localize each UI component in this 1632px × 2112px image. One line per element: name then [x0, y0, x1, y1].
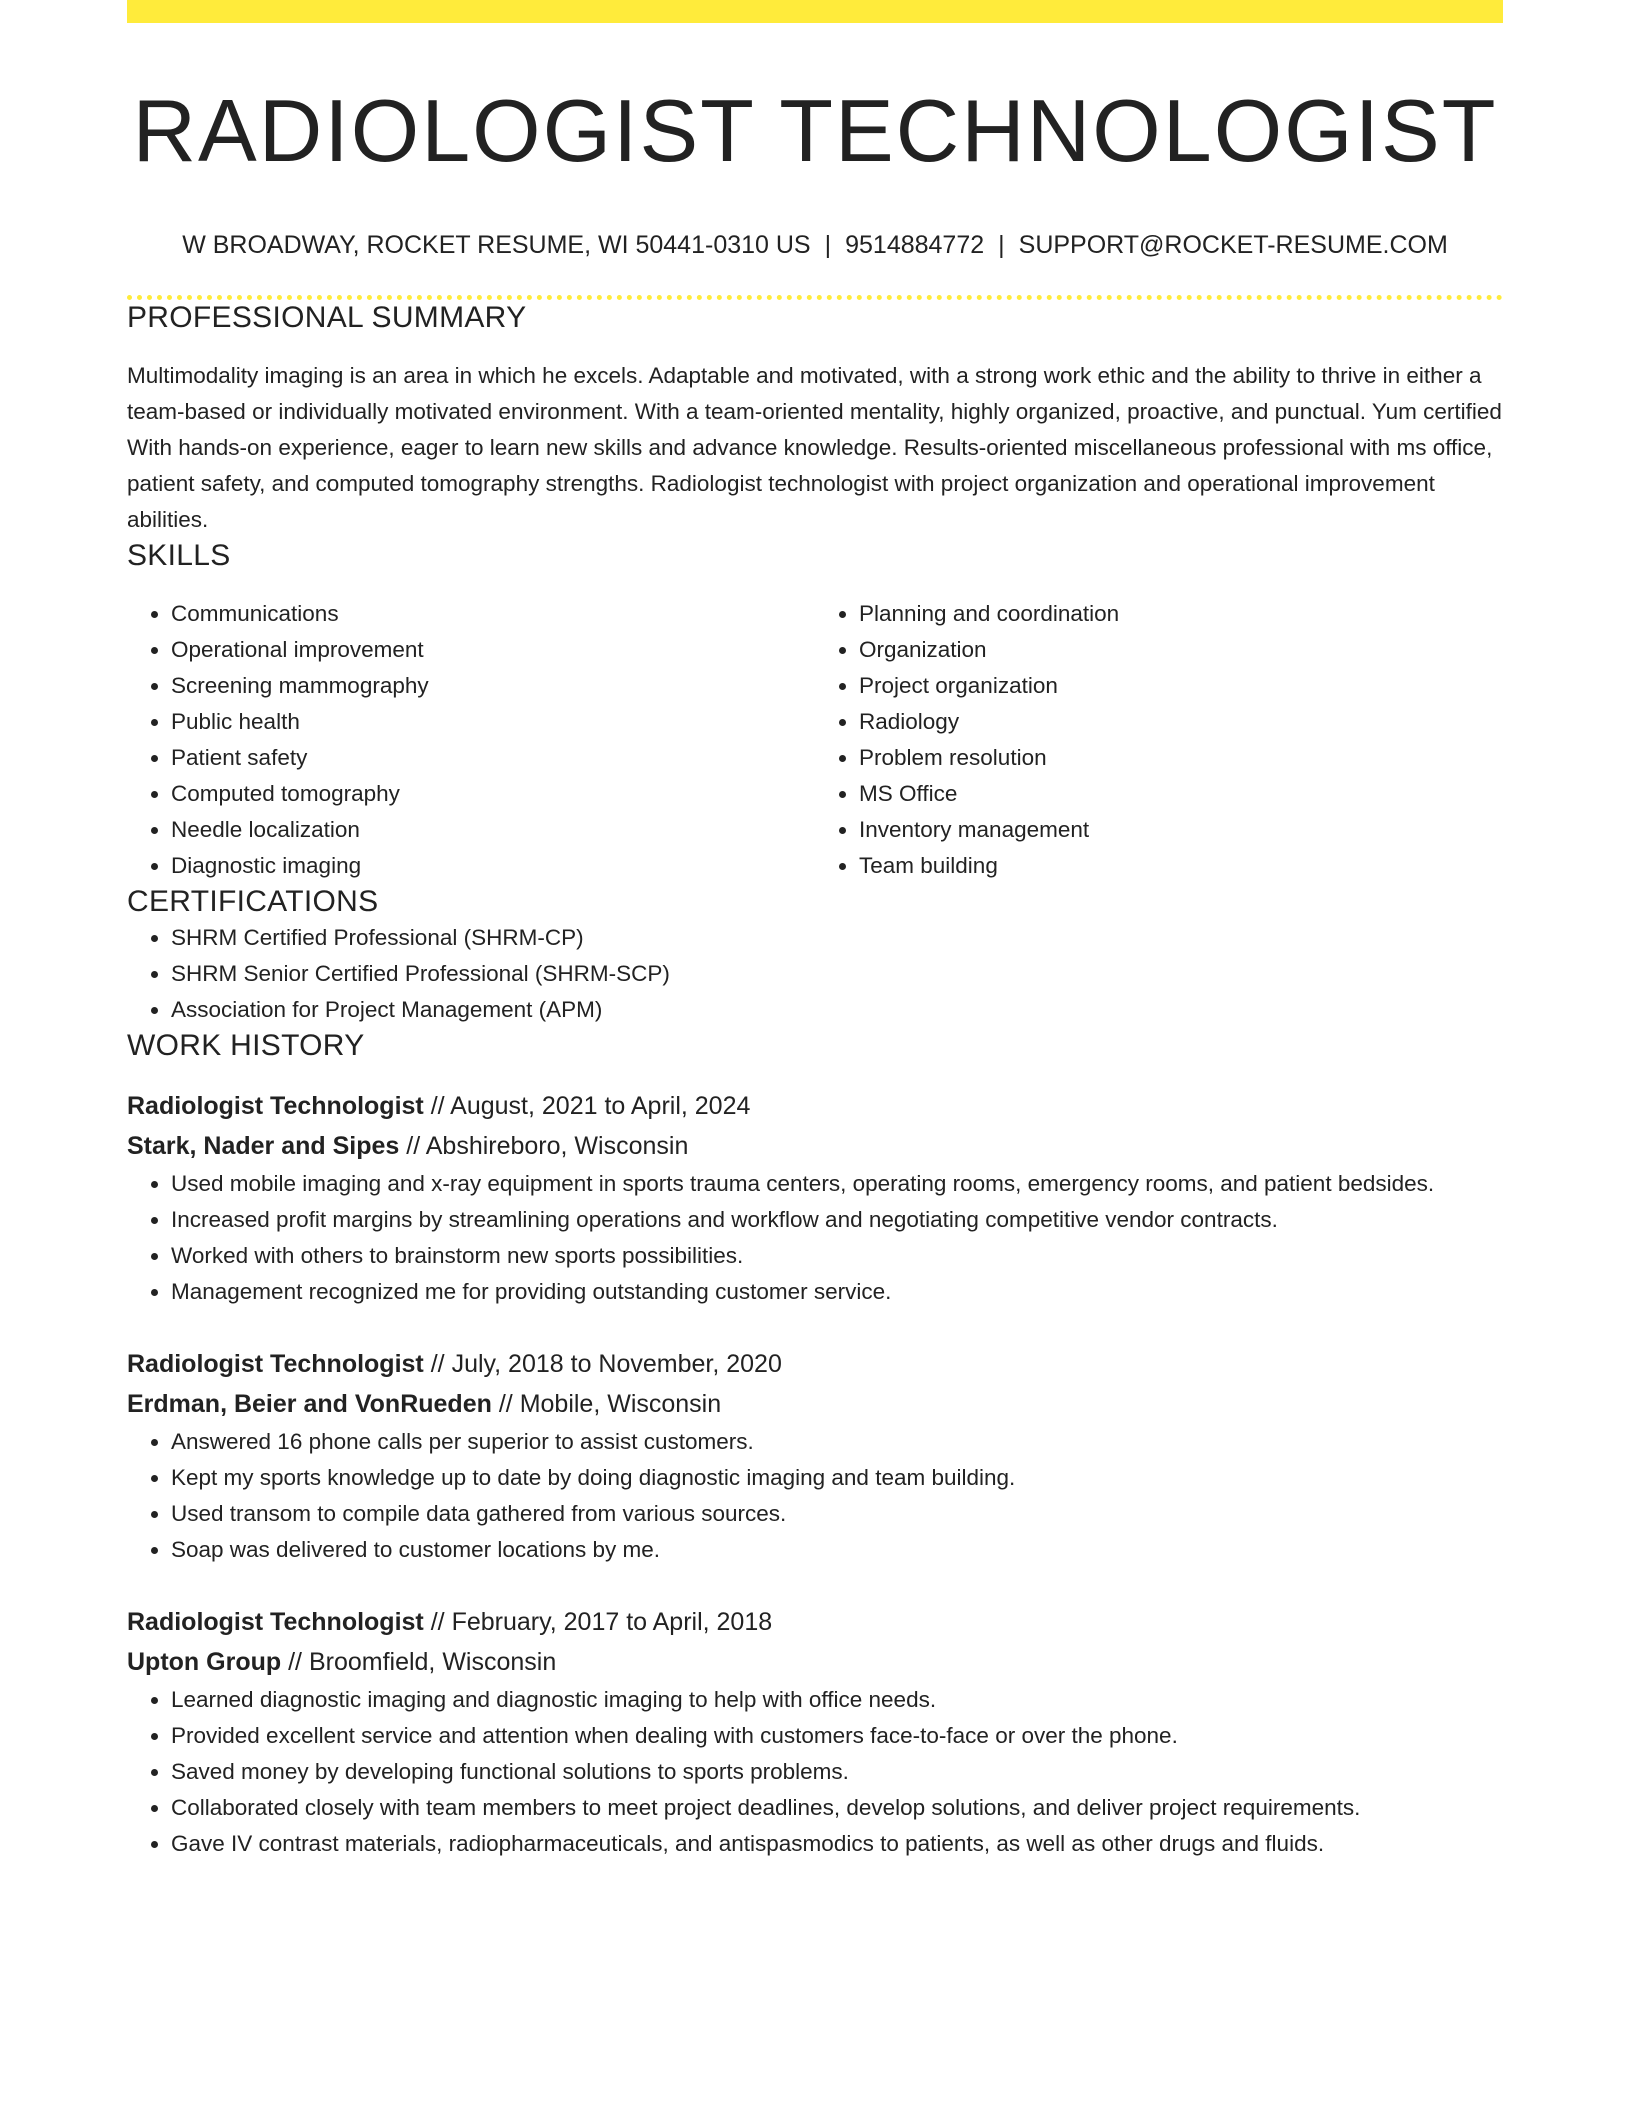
skill-item: • MS Office	[859, 776, 1503, 812]
skills-column-left	[127, 596, 815, 884]
skill-item: • Project organization	[859, 668, 1503, 704]
accent-top-bar	[127, 0, 1503, 23]
job-separator: //	[281, 1647, 309, 1676]
job-separator: //	[423, 1091, 451, 1120]
job-bullet: • Increased profit margins by streamlining operations and workflow and negotiating competitive vendor contracts.	[171, 1202, 1503, 1238]
summary-heading: PROFESSIONAL SUMMARY	[127, 300, 527, 334]
job-bullet: • Soap was delivered to customer locations by me.	[171, 1532, 1503, 1568]
skills-column-right	[815, 596, 1503, 884]
skills-list-left	[127, 596, 815, 884]
certifications-list	[127, 920, 1503, 1028]
skill-item: • Team building	[859, 848, 1503, 884]
job-bullets	[127, 1424, 1503, 1568]
skill-item: • Needle localization	[171, 812, 815, 848]
job-bullets	[127, 1682, 1503, 1862]
skill-item: • Radiology	[859, 704, 1503, 740]
job-dates: February, 2017 to April, 2018	[451, 1607, 773, 1636]
skill-item: • Patient safety	[171, 740, 815, 776]
certification-item: • SHRM Senior Certified Professional (SHRM-SCP)	[171, 956, 1503, 992]
skill-item: • Screening mammography	[171, 668, 815, 704]
contact-separator: |	[998, 230, 1005, 259]
certifications-heading: CERTIFICATIONS	[127, 884, 379, 918]
job-role-line	[127, 1086, 1503, 1126]
job-company-line	[127, 1642, 1503, 1682]
skill-item: • Organization	[859, 632, 1503, 668]
job-role: Radiologist Technologist	[127, 1091, 424, 1120]
job-bullet: • Collaborated closely with team members to meet project deadlines, develop solutions, and deliver project requirements.	[171, 1790, 1503, 1826]
skill-item: • Public health	[171, 704, 815, 740]
skill-item: • Inventory management	[859, 812, 1503, 848]
skill-item: • Diagnostic imaging	[171, 848, 815, 884]
job-company-line	[127, 1126, 1503, 1166]
job-dates: August, 2021 to April, 2024	[450, 1091, 751, 1120]
skills-list-right	[815, 596, 1503, 884]
job-company: Erdman, Beier and VonRueden	[127, 1389, 492, 1418]
job-entry	[127, 1086, 1503, 1310]
job-company: Stark, Nader and Sipes	[127, 1131, 400, 1160]
work-history-heading: WORK HISTORY	[127, 1028, 365, 1062]
skill-item: • Communications	[171, 596, 815, 632]
job-separator: //	[491, 1389, 520, 1418]
job-role-line	[127, 1602, 1503, 1642]
job-bullet: • Gave IV contrast materials, radiopharmaceuticals, and antispasmodics to patients, as well as other drugs and fluids.	[171, 1826, 1503, 1862]
job-location: Broomfield, Wisconsin	[308, 1647, 557, 1676]
job-location: Mobile, Wisconsin	[519, 1389, 722, 1418]
skills-heading: SKILLS	[127, 538, 231, 572]
skill-item: • Computed tomography	[171, 776, 815, 812]
skill-item: • Problem resolution	[859, 740, 1503, 776]
contact-email: SUPPORT@ROCKET-RESUME.COM	[1018, 230, 1448, 259]
job-bullet: • Kept my sports knowledge up to date by doing diagnostic imaging and team building.	[171, 1460, 1503, 1496]
contact-phone: 9514884772	[845, 230, 985, 259]
skill-item: • Operational improvement	[171, 632, 815, 668]
certification-item: • Association for Project Management (APM)	[171, 992, 1503, 1028]
job-entry	[127, 1602, 1503, 1862]
job-bullet: • Worked with others to brainstorm new sports possibilities.	[171, 1238, 1503, 1274]
job-role: Radiologist Technologist	[127, 1607, 424, 1636]
skill-item: • Planning and coordination	[859, 596, 1503, 632]
job-dates: July, 2018 to November, 2020	[451, 1349, 782, 1378]
certification-item: • SHRM Certified Professional (SHRM-CP)	[171, 920, 1503, 956]
job-bullet: • Used transom to compile data gathered from various sources.	[171, 1496, 1503, 1532]
job-bullet: • Learned diagnostic imaging and diagnostic imaging to help with office needs.	[171, 1682, 1503, 1718]
job-role-line	[127, 1344, 1503, 1384]
contact-line	[127, 230, 1503, 260]
resume-name: RADIOLOGIST TECHNOLOGIST	[132, 81, 1498, 180]
contact-separator: |	[824, 230, 832, 259]
job-bullet: • Provided excellent service and attention when dealing with customers face-to-face or over the phone.	[171, 1718, 1503, 1754]
job-separator: //	[399, 1131, 426, 1160]
job-entry	[127, 1344, 1503, 1568]
job-company-line	[127, 1384, 1503, 1424]
job-bullet: • Management recognized me for providing outstanding customer service.	[171, 1274, 1503, 1310]
contact-address: W BROADWAY, ROCKET RESUME, WI 50441-0310 US	[182, 230, 811, 259]
skills-grid	[127, 596, 1503, 884]
job-bullet: • Used mobile imaging and x-ray equipment in sports trauma centers, operating rooms, emergency rooms, and patient bedsides.	[171, 1166, 1503, 1202]
summary-text: Multimodality imaging is an area in which he excels. Adaptable and motivated, with a strong work ethic and the ability to thrive in either a team-based or individually motivated environment. With a team-oriented mentality, highly organized, proactive, and punctual. Yum certified With hands-on experience, eager to learn new skills and advance knowledge. Results-oriented miscellaneous professional with ms office, patient safety, and computed tomography strengths. Radiologist technologist with project organization and operational improvement abilities.	[127, 362, 1502, 532]
job-bullets	[127, 1166, 1503, 1310]
job-separator: //	[423, 1607, 452, 1636]
job-separator: //	[423, 1349, 452, 1378]
resume-page	[127, 0, 1503, 1862]
job-bullet: • Saved money by developing functional solutions to sports problems.	[171, 1754, 1503, 1790]
job-bullet: • Answered 16 phone calls per superior to assist customers.	[171, 1424, 1503, 1460]
job-company: Upton Group	[127, 1647, 282, 1676]
job-location: Abshireboro, Wisconsin	[425, 1131, 689, 1160]
job-role: Radiologist Technologist	[127, 1349, 424, 1378]
